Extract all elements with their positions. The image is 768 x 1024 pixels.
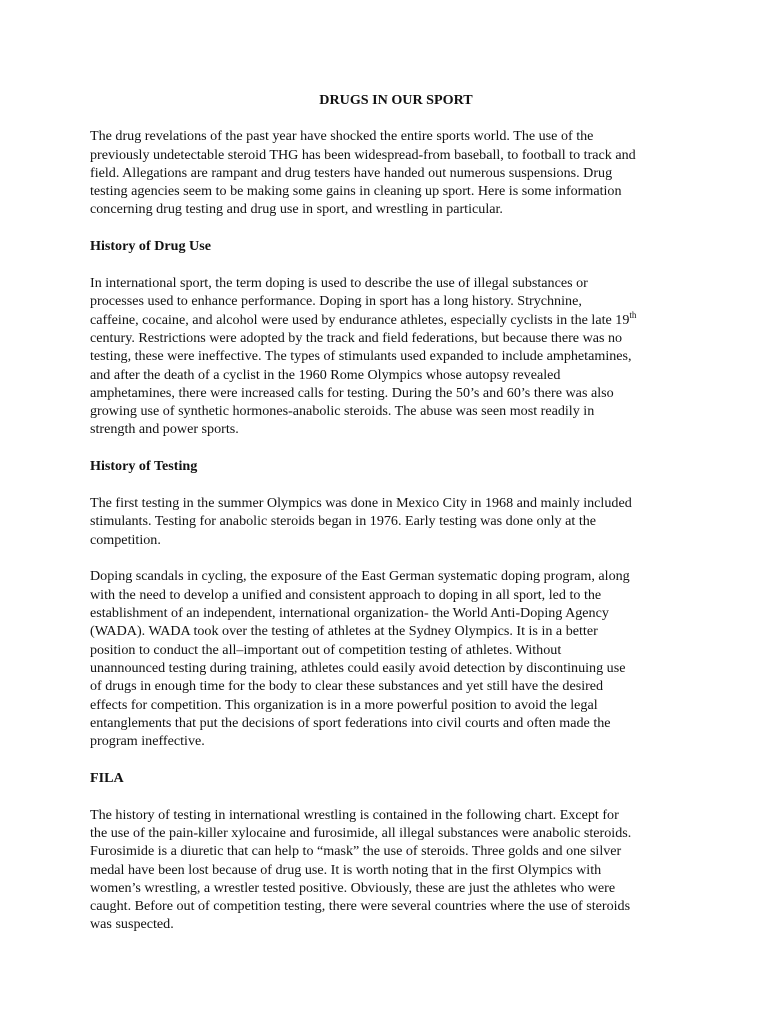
text-line: stimulants. Testing for anabolic steroids began in 1976. Early testing was done only at the [90, 513, 597, 530]
text-line-main: caffeine, cocaine, and alcohol were used by endurance athletes, especially cyclists in the late 19 [90, 311, 630, 328]
history-drug-use-paragraph [90, 274, 690, 439]
text-line: (WADA). WADA took over the testing of athletes at the Sydney Olympics. It is in a better [90, 623, 598, 640]
section-heading-fila: FILA [90, 769, 124, 786]
text-line: growing use of synthetic hormones-anabolic steroids. The abuse was seen most readily in [90, 403, 595, 420]
text-line: processes used to enhance performance. Doping in sport has a long history. Strychnine, [90, 293, 582, 310]
fila-paragraph [90, 806, 690, 934]
text-line: and after the death of a cyclist in the 1960 Rome Olympics whose autopsy revealed [90, 366, 561, 383]
superscript-th: th [629, 309, 637, 320]
text-line: entanglements that put the decisions of sport federations into civil courts and often made the [90, 714, 611, 731]
text-line: field. Allegations are rampant and drug testers have handed out numerous suspensions. Drug [90, 164, 613, 181]
text-line: medal have been lost because of drug use. It is worth noting that in the first Olympics with [90, 861, 602, 878]
text-line: century. Restrictions were adopted by the track and field federations, but because there was no [90, 329, 623, 346]
text-line: The drug revelations of the past year have shocked the entire sports world. The use of the [90, 128, 594, 145]
text-line: position to conduct the all–important out of competition testing of athletes. Without [90, 641, 562, 658]
text-line: competition. [90, 531, 161, 548]
section-heading-history-testing: History of Testing [90, 458, 198, 475]
text-line: with the need to develop a unified and consistent approach to doping in all sport, led to the [90, 586, 602, 603]
intro-paragraph [90, 127, 690, 218]
text-line: previously undetectable steroid THG has been widespread-from baseball, to football to track and [90, 146, 636, 163]
text-line: effects for competition. This organization is in a more powerful position to avoid the legal [90, 696, 598, 713]
text-line: Furosimide is a diuretic that can help to “mask” the use of steroids. Three golds and one silver [90, 843, 622, 860]
text-line: The first testing in the summer Olympics was done in Mexico City in 1968 and mainly included [90, 495, 632, 512]
text-line: In international sport, the term doping is used to describe the use of illegal substances or [90, 275, 588, 292]
text-line: amphetamines, there were increased calls for testing. During the 50’s and 60’s there was also [90, 384, 614, 401]
text-line: testing, these were ineffective. The types of stimulants used expanded to include amphetamines, [90, 348, 632, 365]
text-line: concerning drug testing and drug use in sport, and wrestling in particular. [90, 201, 503, 218]
text-line: unannounced testing during training, athletes could easily avoid detection by discontinuing use [90, 659, 626, 676]
text-line: Doping scandals in cycling, the exposure of the East German systematic doping program, along [90, 568, 630, 585]
text-line: the use of the pain-killer xylocaine and furosimide, all illegal substances were anabolic steroids. [90, 825, 632, 841]
history-testing-paragraph-1 [90, 494, 690, 549]
section-heading-history-drug-use: History of Drug Use [90, 238, 211, 255]
text-line: strength and power sports. [90, 421, 239, 438]
text-line: testing agencies seem to be making some gains in cleaning up sport. Here is some information [90, 183, 622, 200]
text-line: program ineffective. [90, 733, 205, 750]
text-line: caught. Before out of competition testing, there were several countries where the use of steroids [90, 898, 631, 915]
document-title: DRUGS IN OUR SPORT [319, 92, 473, 108]
text-line: establishment of an independent, international organization- the World Anti-Doping Agency [90, 605, 609, 622]
history-testing-paragraph-2 [90, 567, 690, 750]
text-line: women’s wrestling, a wrestler tested positive. Obviously, these are just the athletes who were [90, 879, 616, 896]
text-line: of drugs in enough time for the body to clear these substances and yet still have the desired [90, 678, 604, 695]
text-line: The history of testing in international wrestling is contained in the following chart. Except for [90, 806, 619, 823]
text-line-with-superscript [90, 311, 690, 329]
document-page [90, 91, 690, 952]
text-line: was suspected. [90, 916, 174, 933]
